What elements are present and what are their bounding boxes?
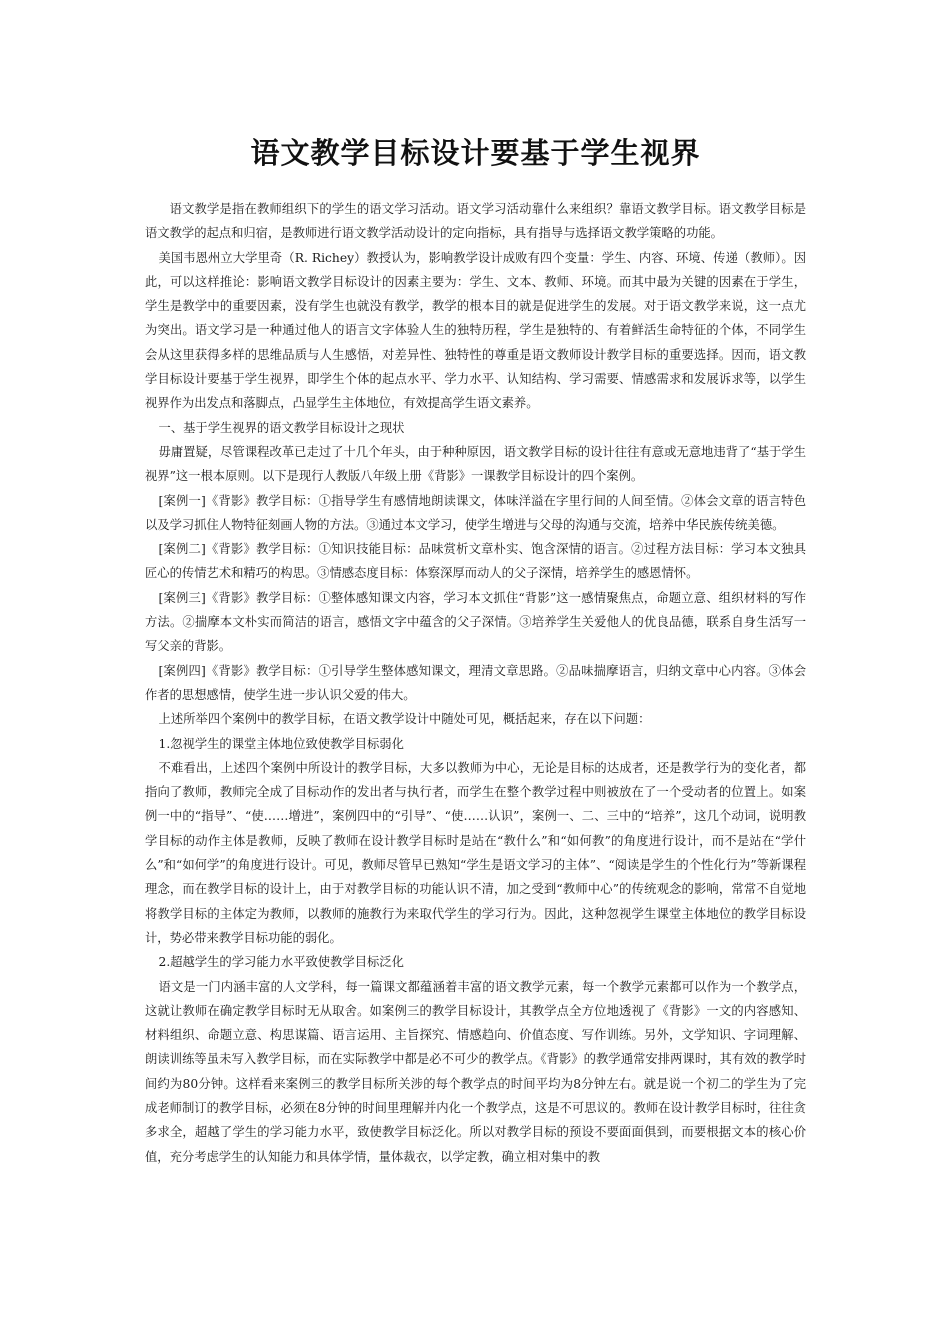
section-heading-1: 一、基于学生视界的语文教学目标设计之现状 <box>158 420 405 435</box>
paragraph-summary: 上述所举四个案例中的教学目标，在语文教学设计中随处可见，概括起来，存在以下问题： <box>158 712 651 727</box>
paragraph-case-1: [案例一]《背影》教学目标：①指导学生有感情地朗读课文，体味洋溢在字里行间的人间至情。②体会文章的语言特色以及学习抓住人物特征刻画人物的方法。③通过本文学习，使学生增进与父母的沟通与交流，培养中华民族传统美德。 <box>145 493 806 532</box>
paragraph-issue-2: 语文是一门内涵丰富的人文学科，每一篇课文都蕴涵着丰富的语文教学元素，每一个教学元素都可以作为一个教学点，这就让教师在确定教学目标时无从取舍。如案例三的教学目标设计，其教学点全方位地透视了《背影》一文的内容感知、材料组织、命题立意、构思谋篇、语言运用、主旨探究、情感趋向、价值态度、写作训练。另外，文学知识、字词理解、朗读训练等虽未写入教学目标，而在实际教学中都是必不可少的教学点。《背影》的教学通常安排两课时，其有效的教学时间约为80分钟。这样看来案例三的教学目标所关涉的每个教学点的时间平均为8分钟左右。就是说一个初二的学生为了完成老师制订的教学目标，必须在8分钟的时间里理解并内化一个教学点，这是不可思议的。教师在设计教学目标时，往往贪多求全，超越了学生的学习能力水平，致使教学目标泛化。所以对教学目标的预设不要面面俱到，而要根据文本的核心价值，充分考虑学生的认知能力和具体学情，量体裁衣，以学定教，确立相对集中的教 <box>145 979 806 1164</box>
paragraph-case-4: [案例四]《背影》教学目标：①引导学生整体感知课文，理清文章思路。②品味揣摩语言，归纳文章中心内容。③体会作者的思想感情，使学生进一步认识父爱的伟大。 <box>145 663 806 702</box>
subheading-1: 1.忽视学生的课堂主体地位致使教学目标弱化 <box>158 736 404 751</box>
paragraph-intro: 语文教学是指在教师组织下的学生的语文学习活动。语文学习活动靠什么来组织？靠语文教学目标。语文教学目标是语文教学的起点和归宿，是教师进行语文教学活动设计的定向指标，具有指导与选择语文教学策略的功能。 <box>145 202 806 241</box>
document-body <box>145 197 806 1169</box>
paragraph-richey: 美国韦恩州立大学里奇（R. Richey）教授认为，影响教学设计成败有四个变量：学生、内容、环境、传递（教师）。因此，可以这样推论：影响语文教学目标设计的因素主要为：学生、文本、教师、环境。而其中最为关键的因素在于学生，学生是教学中的重要因素，没有学生也就没有教学，教学的根本目的就是促进学生的发展。对于语文教学来说，这一点尤为突出。语文学习是一种通过他人的语言文字体验人生的独特历程，学生是独特的、有着鲜活生命特征的个体，不同学生会从这里获得多样的思维品质与人生感悟，对差异性、独特性的尊重是语文教师设计教学目标的重要选择。因而，语文教学目标设计要基于学生视界，即学生个体的起点水平、学力水平、认知结构、学习需要、情感需求和发展诉求等，以学生视界作为出发点和落脚点，凸显学生主体地位，有效提高学生语文素养。 <box>145 250 806 411</box>
paragraph-status: 毋庸置疑，尽管课程改革已走过了十几个年头，由于种种原因，语文教学目标的设计往往有意或无意地违背了“基于学生视界”这一根本原则。以下是现行人教版八年级上册《背影》一课教学目标设计的四个案例。 <box>145 444 806 484</box>
paragraph-case-3: [案例三]《背影》教学目标：①整体感知课文内容，学习本文抓住“背影”这一感情聚焦点，命题立意、组织材料的写作方法。②揣摩本文朴实而简洁的语言，感悟文字中蕴含的父子深情。③培养学生关爱他人的优良品德，联系自身生活写一写父亲的背影。 <box>145 590 806 654</box>
subheading-2: 2.超越学生的学习能力水平致使教学目标泛化 <box>158 955 404 970</box>
document-title: 语文教学目标设计要基于学生视界 <box>250 136 701 170</box>
document-page <box>145 0 806 1169</box>
paragraph-case-2: [案例二]《背影》教学目标：①知识技能目标：品味赏析文章朴实、饱含深情的语言。②过程方法目标：学习本文独具匠心的传情艺术和精巧的构思。③情感态度目标：体察深厚而动人的父子深情，培养学生的感恩情怀。 <box>145 542 806 581</box>
paragraph-issue-1: 不难看出，上述四个案例中所设计的教学目标，大多以教师为中心，无论是目标的达成者，还是教学行为的变化者，都指向了教师，教师完全成了目标动作的发出者与执行者，而学生在整个教学过程中则被放在了一个受动者的位置上。如案例一中的“指导”、“使……增进”，案例四中的“引导”、“使……认识”，案例一、二、三中的“培养”，这几个动词，说明教学目标的动作主体是教师，反映了教师在设计教学目标时是站在“教什么”和“如何教”的角度进行设计，而不是站在“学什么”和“如何学”的角度进行设计。可见，教师尽管早已熟知“学生是语文学习的主体”、“阅读是学生的个性化行为”等新课程理念，而在教学目标的设计上，由于对教学目标的功能认识不清，加之受到“教师中心”的传统观念的影响，常常不自觉地将教学目标的主体定为教师，以教师的施教行为来取代学生的学习行为。因此，这种忽视学生课堂主体地位的教学目标设计，势必带来教学目标功能的弱化。 <box>145 760 806 945</box>
